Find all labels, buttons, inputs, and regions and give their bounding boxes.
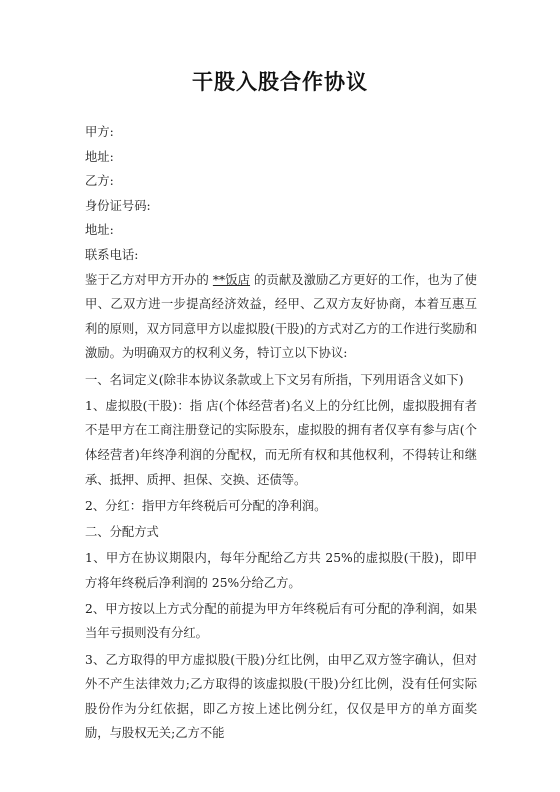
clause-distribution-ratio: 1、甲方在协议期限内，每年分配给乙方共 25%的虚拟股(干股)，即甲方将年终税后净利润的 25%分给乙方。 [85,551,477,590]
clause-dividend-confirmation: 3、乙方取得的甲方虚拟股(干股)分红比例，由甲乙双方签字确认，但对外不产生法律效力;乙方取得的该虚拟股(干股)分红比例，没有任何实际股份作为分红依据，即乙方按上述比例分红，仅仅是甲方的单方面奖励，与股权无关;乙方不能 [85,652,477,741]
id-number-field: 身份证号码: [85,198,151,213]
party-a-field: 甲方: [85,125,114,139]
intro-text-after: 的贡献及激励乙方更好的工作，也为了使甲、乙双方进一步提高经济效益，经甲、乙双方友好协商，本着互惠互利的原则，双方同意甲方以虚拟股(干股)的方式对乙方的工作进行奖励和激励。为明确双方的权利义务，特订立以下协议: [85,272,477,361]
clause-distribution-premise: 2、甲方按以上方式分配的前提为甲方年终税后有可分配的净利润，如果当年亏损则没有分红。 [85,601,477,641]
document-title: 干股入股合作协议 [192,69,368,94]
shop-name: **饭店 [212,272,251,287]
clause-virtual-shares: 1、虚拟股(干股)：指 店(个体经营者)名义上的分红比例，虚拟股拥有者不是甲方在工商注册登记的实际股东，虚拟股的拥有者仅享有参与店(个体经营者)年终净利润的分配权，而无所有权和其他权利，不得转让和继承、抵押、质押、担保、交换、还债等。 [85,398,477,487]
clause-dividend: 2、分红：指甲方年终税后可分配的净利润。 [85,498,327,513]
section-heading-distribution: 二、分配方式 [85,524,159,539]
intro-paragraph [85,268,477,366]
party-a-address-field: 地址: [85,149,114,164]
document-body [85,120,477,748]
section-heading-definitions: 一、名词定义(除非本协议条款或上下文另有所指，下列用语含义如下) [85,372,464,387]
party-b-field: 乙方: [85,174,114,189]
intro-text-before: 鉴于乙方对甲方开办的 [85,272,213,287]
party-b-address-field: 地址: [85,223,114,238]
phone-field: 联系电话: [85,247,139,262]
